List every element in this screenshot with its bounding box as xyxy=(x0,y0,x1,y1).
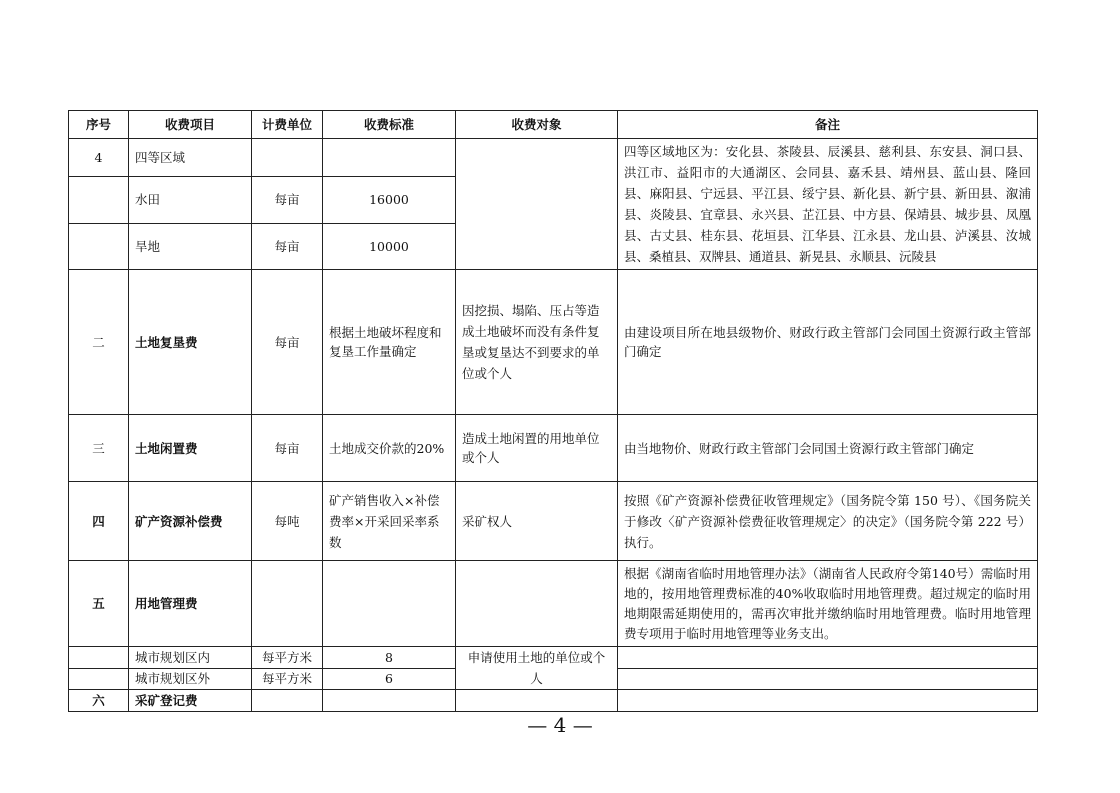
row-number xyxy=(69,668,129,690)
header-cell-no: 序号 xyxy=(69,111,129,139)
fee-item: 水田 xyxy=(129,177,252,223)
header-cell-unit: 计费单位 xyxy=(252,111,323,139)
table-row xyxy=(69,139,1038,177)
fee-note: 四等区域地区为：安化县、茶陵县、辰溪县、慈利县、东安县、洞口县、洪江市、益阳市的大通湖区、会同县、嘉禾县、靖州县、蓝山县、隆回县、麻阳县、宁远县、平江县、绥宁县、新化县、新宁县、新田县、溆浦县、炎陵县、宜章县、永兴县、芷江县、中方县、保靖县、城步县、凤凰县、古丈县、桂东县、花垣县、江华县、江永县、龙山县、泸溪县、汝城县、桑植县、双牌县、通道县、新晃县、永顺县、沅陵县 xyxy=(618,139,1038,270)
fee-target: 申请使用土地的单位或个人 xyxy=(456,647,618,690)
fee-unit: 每亩 xyxy=(252,177,323,223)
fee-item: 旱地 xyxy=(129,223,252,269)
fee-unit xyxy=(252,561,323,647)
fee-note: 由当地物价、财政行政主管部门会同国土资源行政主管部门确定 xyxy=(618,415,1038,482)
header-cell-target: 收费对象 xyxy=(456,111,618,139)
fee-target: 因挖损、塌陷、压占等造成土地破坏而没有条件复垦或复垦达不到要求的单位或个人 xyxy=(456,270,618,415)
fee-standard: 土地成交价款的20% xyxy=(323,415,456,482)
row-number: 四 xyxy=(69,482,129,561)
fee-item: 城市规划区内 xyxy=(129,647,252,669)
row-number: 4 xyxy=(69,139,129,177)
fee-note: 按照《矿产资源补偿费征收管理规定》（国务院令第 150 号）、《国务院关于修改〈矿产资源补偿费征收管理规定〉的决定》（国务院令第 222 号）执行。 xyxy=(618,482,1038,561)
row-number: 二 xyxy=(69,270,129,415)
fee-table xyxy=(68,110,1038,712)
fee-item: 城市规划区外 xyxy=(129,668,252,690)
fee-unit: 每平方米 xyxy=(252,647,323,669)
fee-standard: 矿产销售收入×补偿费率×开采回采率系数 xyxy=(323,482,456,561)
row-number xyxy=(69,647,129,669)
fee-standard xyxy=(323,561,456,647)
header-cell-note: 备注 xyxy=(618,111,1038,139)
fee-standard: 8 xyxy=(323,647,456,669)
table-row xyxy=(69,270,1038,415)
fee-unit: 每吨 xyxy=(252,482,323,561)
row-number xyxy=(69,223,129,269)
table-row xyxy=(69,647,1038,669)
page-number: — 4 — xyxy=(527,713,593,737)
fee-standard: 6 xyxy=(323,668,456,690)
fee-target xyxy=(456,690,618,712)
fee-unit: 每平方米 xyxy=(252,668,323,690)
table-row xyxy=(69,415,1038,482)
table-header-row xyxy=(69,111,1038,139)
fee-standard: 根据土地破坏程度和复垦工作量确定 xyxy=(323,270,456,415)
fee-unit: 每亩 xyxy=(252,270,323,415)
fee-standard xyxy=(323,139,456,177)
fee-standard: 10000 xyxy=(323,223,456,269)
fee-item: 采矿登记费 xyxy=(129,690,252,712)
fee-standard xyxy=(323,690,456,712)
fee-item: 土地复垦费 xyxy=(129,270,252,415)
row-number: 三 xyxy=(69,415,129,482)
fee-target xyxy=(456,561,618,647)
row-number: 五 xyxy=(69,561,129,647)
fee-target: 造成土地闲置的用地单位或个人 xyxy=(456,415,618,482)
fee-unit xyxy=(252,139,323,177)
fee-table-container xyxy=(68,110,1038,712)
fee-item: 矿产资源补偿费 xyxy=(129,482,252,561)
table-row xyxy=(69,561,1038,647)
fee-unit: 每亩 xyxy=(252,415,323,482)
table-row xyxy=(69,482,1038,561)
fee-note xyxy=(618,690,1038,712)
fee-target: 采矿权人 xyxy=(456,482,618,561)
fee-note xyxy=(618,647,1038,669)
row-number xyxy=(69,177,129,223)
fee-item: 四等区域 xyxy=(129,139,252,177)
fee-item: 用地管理费 xyxy=(129,561,252,647)
table-row xyxy=(69,690,1038,712)
fee-item: 土地闲置费 xyxy=(129,415,252,482)
header-cell-item: 收费项目 xyxy=(129,111,252,139)
row-number: 六 xyxy=(69,690,129,712)
header-cell-standard: 收费标准 xyxy=(323,111,456,139)
fee-unit: 每亩 xyxy=(252,223,323,269)
fee-note: 根据《湖南省临时用地管理办法》（湖南省人民政府令第140号）需临时用地的，按用地管理费标准的40%收取临时用地管理费。超过规定的临时用地期限需延期使用的，需再次审批并缴纳临时用地管理费。临时用地管理费专项用于临时用地管理等业务支出。 xyxy=(618,561,1038,647)
fee-unit xyxy=(252,690,323,712)
fee-target xyxy=(456,139,618,270)
fee-note xyxy=(618,668,1038,690)
fee-standard: 16000 xyxy=(323,177,456,223)
fee-note: 由建设项目所在地县级物价、财政行政主管部门会同国土资源行政主管部门确定 xyxy=(618,270,1038,415)
